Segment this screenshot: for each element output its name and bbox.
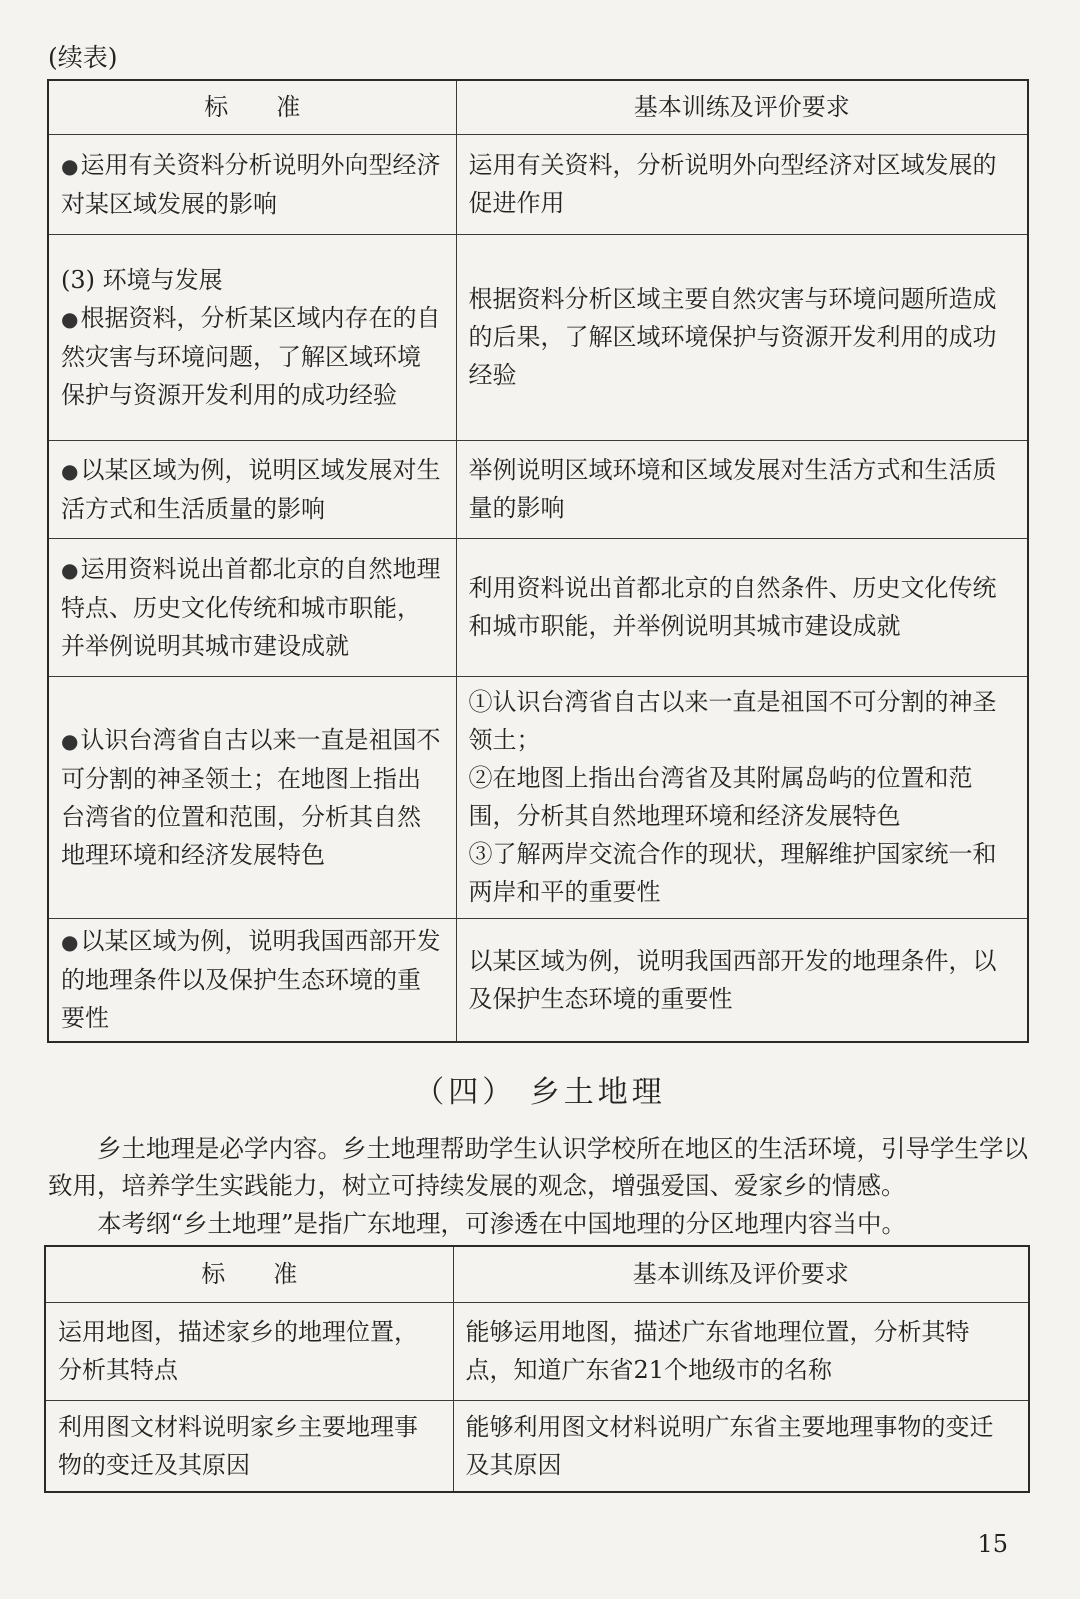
standard-cell <box>48 538 456 676</box>
bullet-icon: ● <box>61 728 79 753</box>
header-standard: 标 准 <box>45 1246 453 1302</box>
table-row <box>48 440 1028 538</box>
requirement-cell: 运用有关资料，分析说明外向型经济对区域发展的促进作用 <box>456 134 1028 234</box>
requirement-cell: 能够运用地图，描述广东省地理位置，分析其特点，知道广东省21个地级市的名称 <box>453 1302 1029 1400</box>
header-requirement: 基本训练及评价要求 <box>453 1246 1029 1302</box>
standard-cell: 利用图文材料说明家乡主要地理事物的变迁及其原因 <box>45 1400 453 1492</box>
header-requirement: 基本训练及评价要求 <box>456 80 1028 134</box>
scope-paragraph: 本考纲“乡土地理”是指广东地理，可渗透在中国地理的分区地理内容当中。 <box>97 1209 907 1238</box>
bullet-icon: ● <box>61 306 79 331</box>
continued-label: (续表) <box>48 43 118 72</box>
table-row <box>48 234 1028 440</box>
standard-cell: 运用地图，描述家乡的地理位置，分析其特点 <box>45 1302 453 1400</box>
requirement-cell: 根据资料分析区域主要自然灾害与环境问题所造成的后果，了解区域环境保护与资源开发利用的成功经验 <box>456 234 1028 440</box>
bullet-icon: ● <box>61 930 79 955</box>
standard-text: 运用资料说出首都北京的自然地理特点、历史文化传统和城市职能，并举例说明其城市建设成就 <box>61 554 441 660</box>
intro-paragraph: 乡土地理是必学内容。乡土地理帮助学生认识学校所在地区的生活环境，引导学生学以致用，培养学生实践能力，树立可持续发展的观念，增强爱国、爱家乡的情感。 <box>48 1134 1028 1200</box>
table-header-row <box>48 80 1028 134</box>
bullet-icon: ● <box>61 458 79 483</box>
requirement-cell: 举例说明区域环境和区域发展对生活方式和生活质量的影响 <box>456 440 1028 538</box>
bullet-icon: ● <box>61 557 79 582</box>
table-row <box>48 918 1028 1042</box>
standard-text: 以某区域为例，说明我国西部开发的地理条件以及保护生态环境的重要性 <box>61 927 441 1033</box>
table-row <box>45 1302 1029 1400</box>
standard-cell <box>48 234 456 440</box>
table-row <box>48 676 1028 918</box>
section-title: （四） 乡土地理 <box>414 1075 666 1110</box>
standard-cell <box>48 440 456 538</box>
requirement-cell: ①认识台湾省自古以来一直是祖国不可分割的神圣领土； ②在地图上指出台湾省及其附属岛屿的位置和范围，分析其自然地理环境和经济发展特色 ③了解两岸交流合作的现状，理解维护国家统一和两岸和平的重要性 <box>456 676 1028 918</box>
standard-text: 以某区域为例，说明区域发展对生活方式和生活质量的影响 <box>61 455 441 523</box>
standard-text: 运用有关资料分析说明外向型经济对某区域发展的影响 <box>61 150 441 218</box>
standard-text: 认识台湾省自古以来一直是祖国不可分割的神圣领土；在地图上指出台湾省的位置和范围，分析其自然地理环境和经济发展特色 <box>61 725 441 869</box>
bullet-icon: ● <box>61 153 79 178</box>
standard-cell <box>48 918 456 1042</box>
standards-table-2 <box>44 1245 1030 1493</box>
requirement-cell: 能够利用图文材料说明广东省主要地理事物的变迁及其原因 <box>453 1400 1029 1492</box>
header-standard: 标 准 <box>48 80 456 134</box>
page-number: 15 <box>977 1530 1008 1558</box>
standard-cell <box>48 676 456 918</box>
table-header-row <box>45 1246 1029 1302</box>
requirement-cell: 以某区域为例，说明我国西部开发的地理条件，以及保护生态环境的重要性 <box>456 918 1028 1042</box>
table-row <box>48 538 1028 676</box>
standard-cell <box>48 134 456 234</box>
subsection-heading: (3) 环境与发展 <box>61 265 223 294</box>
table-row <box>48 134 1028 234</box>
standards-table-1 <box>47 79 1029 1043</box>
table-row <box>45 1400 1029 1492</box>
standard-text: 根据资料，分析某区域内存在的自然灾害与环境问题，了解区域环境保护与资源开发利用的成功经验 <box>61 303 441 409</box>
requirement-cell: 利用资料说出首都北京的自然条件、历史文化传统和城市职能，并举例说明其城市建设成就 <box>456 538 1028 676</box>
